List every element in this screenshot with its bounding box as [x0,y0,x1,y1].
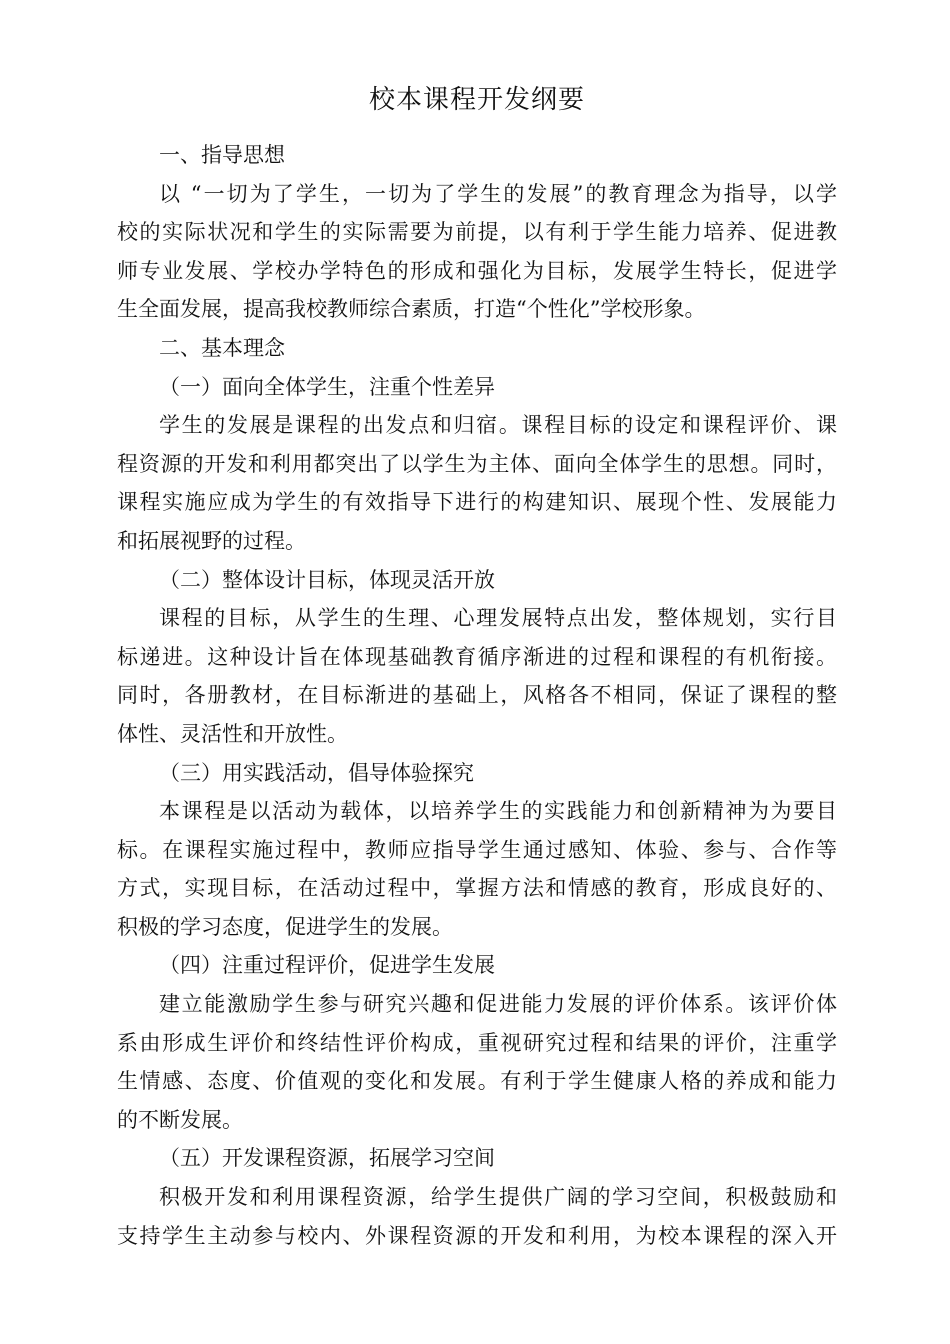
paragraph-line: 课程实施应成为学生的有效指导下进行的构建知识、展现个性、发展能力 [117,490,837,515]
paragraph-line: 积极开发和利用课程资源，给学生提供广阔的学习空间，积极鼓励和 [159,1185,837,1210]
paragraph [117,175,837,329]
section-heading: 二、基本理念 [159,335,285,360]
subsection-heading: （二）整体设计目标，体现灵活开放 [159,567,495,592]
paragraph-line: 课程的目标，从学生的生理、心理发展特点出发，整体规划，实行目 [159,606,837,631]
subsection [117,561,837,754]
paragraph-line: 系由形成生评价和终结性评价构成，重视研究过程和结果的评价，注重学 [117,1030,837,1055]
document-page [117,78,837,1255]
subsection-heading: （一）面向全体学生，注重个性差异 [159,374,495,399]
subsection [117,368,837,561]
subsection [117,946,837,1139]
paragraph-line: 体性、灵活性和开放性。 [117,721,348,746]
paragraph-line: 学生的发展是课程的出发点和归宿。课程目标的设定和课程评价、课 [159,413,837,438]
section-basic-concepts [117,329,837,1255]
paragraph-line: 方式，实现目标，在活动过程中，掌握方法和情感的教育，形成良好的、 [117,876,837,901]
paragraph-line: 支持学生主动参与校内、外课程资源的开发和利用，为校本课程的深入开 [117,1223,837,1248]
document-title: 校本课程开发纲要 [368,85,585,115]
subsection-heading: （五）开发课程资源，拓展学习空间 [159,1146,495,1171]
paragraph-line: 同时，各册教材，在目标渐进的基础上，风格各不相同，保证了课程的整 [117,683,837,708]
paragraph-line: 的不断发展。 [117,1107,243,1132]
paragraph-line: 以 “一切为了学生，一切为了学生的发展”的教育理念为指导，以学 [159,181,837,206]
paragraph-line: 标。在课程实施过程中，教师应指导学生通过感知、体验、参与、合作等 [117,837,837,862]
subsection-heading: （四）注重过程评价，促进学生发展 [159,953,495,978]
paragraph-line: 积极的学习态度，促进学生的发展。 [117,914,453,939]
paragraph-line: 标递进。这种设计旨在体现基础教育循序渐进的过程和课程的有机衔接。 [117,644,837,669]
paragraph-line: 程资源的开发和利用都突出了以学生为主体、面向全体学生的思想。同时， [117,451,837,476]
paragraph-line: 师专业发展、学校办学特色的形成和强化为目标，发展学生特长，促进学 [117,258,837,283]
subsection-heading: （三）用实践活动，倡导体验探究 [159,760,474,785]
paragraph-line: 本课程是以活动为载体，以培养学生的实践能力和创新精神为为要目 [159,799,837,824]
paragraph-line: 校的实际状况和学生的实际需要为前提，以有利于学生能力培养、促进教 [117,220,837,245]
paragraph-line: 生全面发展，提高我校教师综合素质，打造“个性化”学校形象。 [117,297,706,322]
paragraph-line: 建立能激励学生参与研究兴趣和促进能力发展的评价体系。该评价体 [159,992,837,1017]
subsection [117,754,837,947]
paragraph-line: 和拓展视野的过程。 [117,528,306,553]
subsection [117,1139,837,1255]
paragraph-line: 生情感、态度、价值观的变化和发展。有利于学生健康人格的养成和能力 [117,1069,837,1094]
section-guiding-ideology [117,136,837,329]
section-heading: 一、指导思想 [159,143,285,167]
